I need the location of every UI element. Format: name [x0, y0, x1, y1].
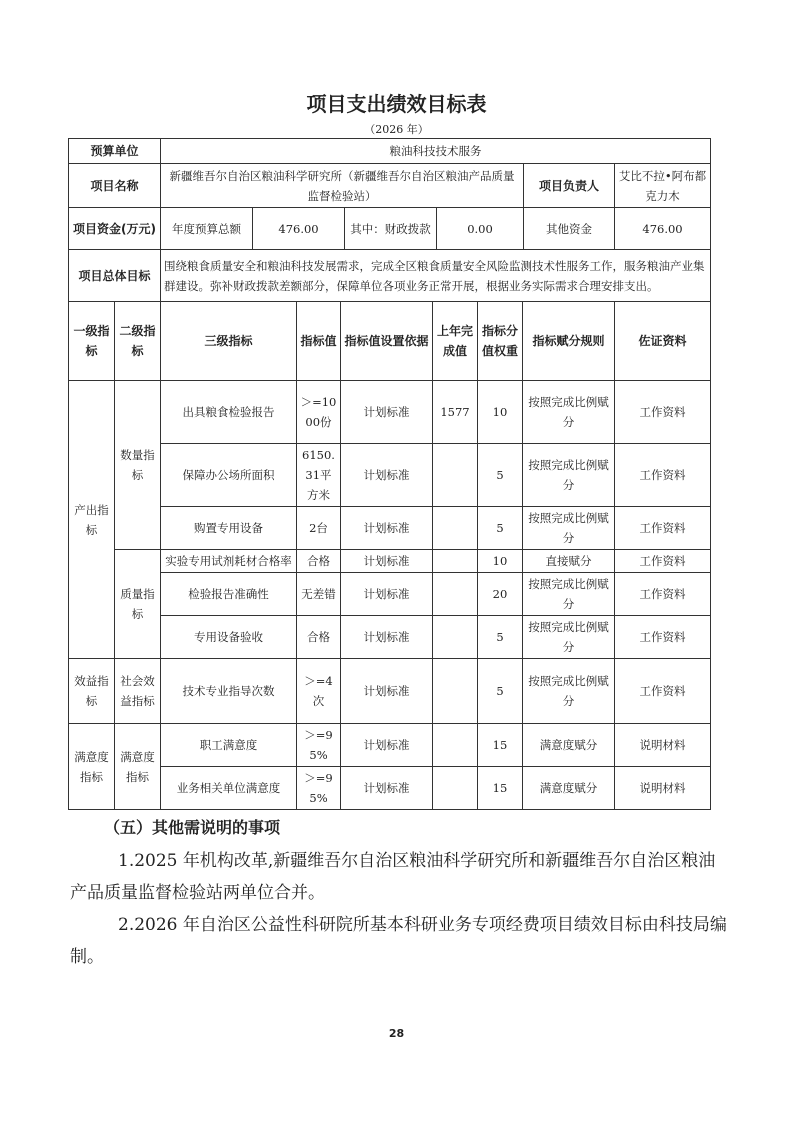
- paragraph-2: 2.2026 年自治区公益性科研院所基本科研业务专项经费项目绩效目标由科技局编制。: [70, 915, 727, 967]
- budget-unit-label: 预算单位: [69, 139, 161, 164]
- level2-cell: 满意度指标: [115, 724, 161, 810]
- level1-cell: 满意度指标: [69, 724, 115, 810]
- table-row: [69, 767, 711, 810]
- cell-last: [433, 444, 478, 507]
- cell-last: [433, 573, 478, 616]
- cell-basis: 计划标准: [341, 550, 433, 573]
- cell-weight: 5: [478, 507, 523, 550]
- cell-evidence: 工作资料: [615, 659, 711, 724]
- header-cell: 一级指标: [69, 302, 115, 381]
- cell-rule: 按照完成比例赋分: [523, 573, 615, 616]
- header-cell: 指标值: [297, 302, 341, 381]
- annual-value: 476.00: [253, 208, 345, 250]
- cell-name: 职工满意度: [161, 724, 297, 767]
- cell-value: ＞=1000份: [297, 381, 341, 444]
- project-name-label: 项目名称: [69, 164, 161, 208]
- cell-basis: 计划标准: [341, 616, 433, 659]
- cell-basis: 计划标准: [341, 659, 433, 724]
- budget-unit: 粮油科技技术服务: [161, 139, 711, 164]
- header-cell: 二级指标: [115, 302, 161, 381]
- table-row: [69, 573, 711, 616]
- fiscal-value: 0.00: [437, 208, 524, 250]
- cell-last: [433, 659, 478, 724]
- table-row: [69, 616, 711, 659]
- cell-rule: 按照完成比例赋分: [523, 381, 615, 444]
- leader: 艾比不拉•阿布都克力木: [615, 164, 711, 208]
- cell-name: 出具粮食检验报告: [161, 381, 297, 444]
- cell-value: ＞=95%: [297, 724, 341, 767]
- project-name: 新疆维吾尔自治区粮油科学研究所（新疆维吾尔自治区粮油产品质量监督检验站）: [161, 164, 524, 208]
- cell-rule: 按照完成比例赋分: [523, 507, 615, 550]
- cell-weight: 15: [478, 724, 523, 767]
- cell-basis: 计划标准: [341, 507, 433, 550]
- table-row: [69, 550, 711, 573]
- table-row: [69, 444, 711, 507]
- level1-cell: 效益指标: [69, 659, 115, 724]
- cell-rule: 满意度赋分: [523, 767, 615, 810]
- cell-rule: 直接赋分: [523, 550, 615, 573]
- cell-rule: 满意度赋分: [523, 724, 615, 767]
- cell-basis: 计划标准: [341, 724, 433, 767]
- year-label: （2026 年）: [364, 123, 429, 136]
- header-cell: 指标值设置依据: [341, 302, 433, 381]
- page-title: 项目支出绩效目标表: [306, 92, 487, 116]
- header-cell: 指标赋分规则: [523, 302, 615, 381]
- table-row: [69, 659, 711, 724]
- table-row: [69, 507, 711, 550]
- cell-weight: 10: [478, 381, 523, 444]
- level1-cell: 产出指标: [69, 381, 115, 659]
- cell-rule: 按照完成比例赋分: [523, 659, 615, 724]
- section-title: （五）其他需说明的事项: [104, 818, 281, 837]
- cell-basis: 计划标准: [341, 767, 433, 810]
- cell-value: 合格: [297, 616, 341, 659]
- cell-last: [433, 616, 478, 659]
- cell-weight: 5: [478, 616, 523, 659]
- leader-label: 项目负责人: [524, 164, 615, 208]
- cell-weight: 20: [478, 573, 523, 616]
- cell-rule: 按照完成比例赋分: [523, 616, 615, 659]
- table-row: [69, 724, 711, 767]
- goal-label: 项目总体目标: [69, 250, 161, 302]
- annual-label: 年度预算总额: [161, 208, 253, 250]
- cell-name: 技术专业指导次数: [161, 659, 297, 724]
- level2-cell: 社会效益指标: [115, 659, 161, 724]
- cell-evidence: 工作资料: [615, 381, 711, 444]
- level2-cell: 数量指标: [115, 381, 161, 550]
- cell-name: 业务相关单位满意度: [161, 767, 297, 810]
- cell-name: 保障办公场所面积: [161, 444, 297, 507]
- funds-label: 项目资金(万元): [69, 208, 161, 250]
- cell-value: 合格: [297, 550, 341, 573]
- other-value: 476.00: [615, 208, 711, 250]
- cell-basis: 计划标准: [341, 381, 433, 444]
- fiscal-label: 其中：财政拨款: [345, 208, 437, 250]
- cell-value: ＞=4次: [297, 659, 341, 724]
- cell-last: [433, 767, 478, 810]
- cell-last: [433, 724, 478, 767]
- cell-last: [433, 507, 478, 550]
- other-label: 其他资金: [524, 208, 615, 250]
- cell-evidence: 工作资料: [615, 550, 711, 573]
- page-number: 28: [388, 1027, 405, 1040]
- goal-text: 围绕粮食质量安全和粮油科技发展需求，完成全区粮食质量安全风险监测技术性服务工作，服务粮油产业集群建设。弥补财政拨款差额部分，保障单位各项业务正常开展，根据业务实际需求合理安排支出。: [161, 250, 711, 302]
- cell-value: 2台: [297, 507, 341, 550]
- cell-weight: 15: [478, 767, 523, 810]
- cell-name: 购置专用设备: [161, 507, 297, 550]
- cell-evidence: 说明材料: [615, 724, 711, 767]
- header-cell: 上年完成值: [433, 302, 478, 381]
- cell-evidence: 工作资料: [615, 616, 711, 659]
- cell-weight: 5: [478, 659, 523, 724]
- project-info-table: [68, 138, 711, 302]
- cell-value: 6150.31平方米: [297, 444, 341, 507]
- cell-evidence: 工作资料: [615, 573, 711, 616]
- cell-last: [433, 550, 478, 573]
- header-cell: 佐证资料: [615, 302, 711, 381]
- cell-rule: 按照完成比例赋分: [523, 444, 615, 507]
- cell-value: 无差错: [297, 573, 341, 616]
- cell-basis: 计划标准: [341, 444, 433, 507]
- level2-cell: 质量指标: [115, 550, 161, 659]
- cell-weight: 10: [478, 550, 523, 573]
- cell-name: 专用设备验收: [161, 616, 297, 659]
- cell-evidence: 工作资料: [615, 507, 711, 550]
- header-cell: 指标分值权重: [478, 302, 523, 381]
- header-cell: 三级指标: [161, 302, 297, 381]
- indicator-table: [68, 301, 711, 810]
- cell-weight: 5: [478, 444, 523, 507]
- cell-evidence: 工作资料: [615, 444, 711, 507]
- cell-value: ＞=95%: [297, 767, 341, 810]
- table-row: [69, 381, 711, 444]
- cell-basis: 计划标准: [341, 573, 433, 616]
- cell-name: 检验报告准确性: [161, 573, 297, 616]
- paragraph-1: 1.2025 年机构改革,新疆维吾尔自治区粮油科学研究所和新疆维吾尔自治区粮油产品质量监督检验站两单位合并。: [70, 851, 716, 903]
- cell-evidence: 说明材料: [615, 767, 711, 810]
- cell-name: 实验专用试剂耗材合格率: [161, 550, 297, 573]
- cell-last: 1577: [433, 381, 478, 444]
